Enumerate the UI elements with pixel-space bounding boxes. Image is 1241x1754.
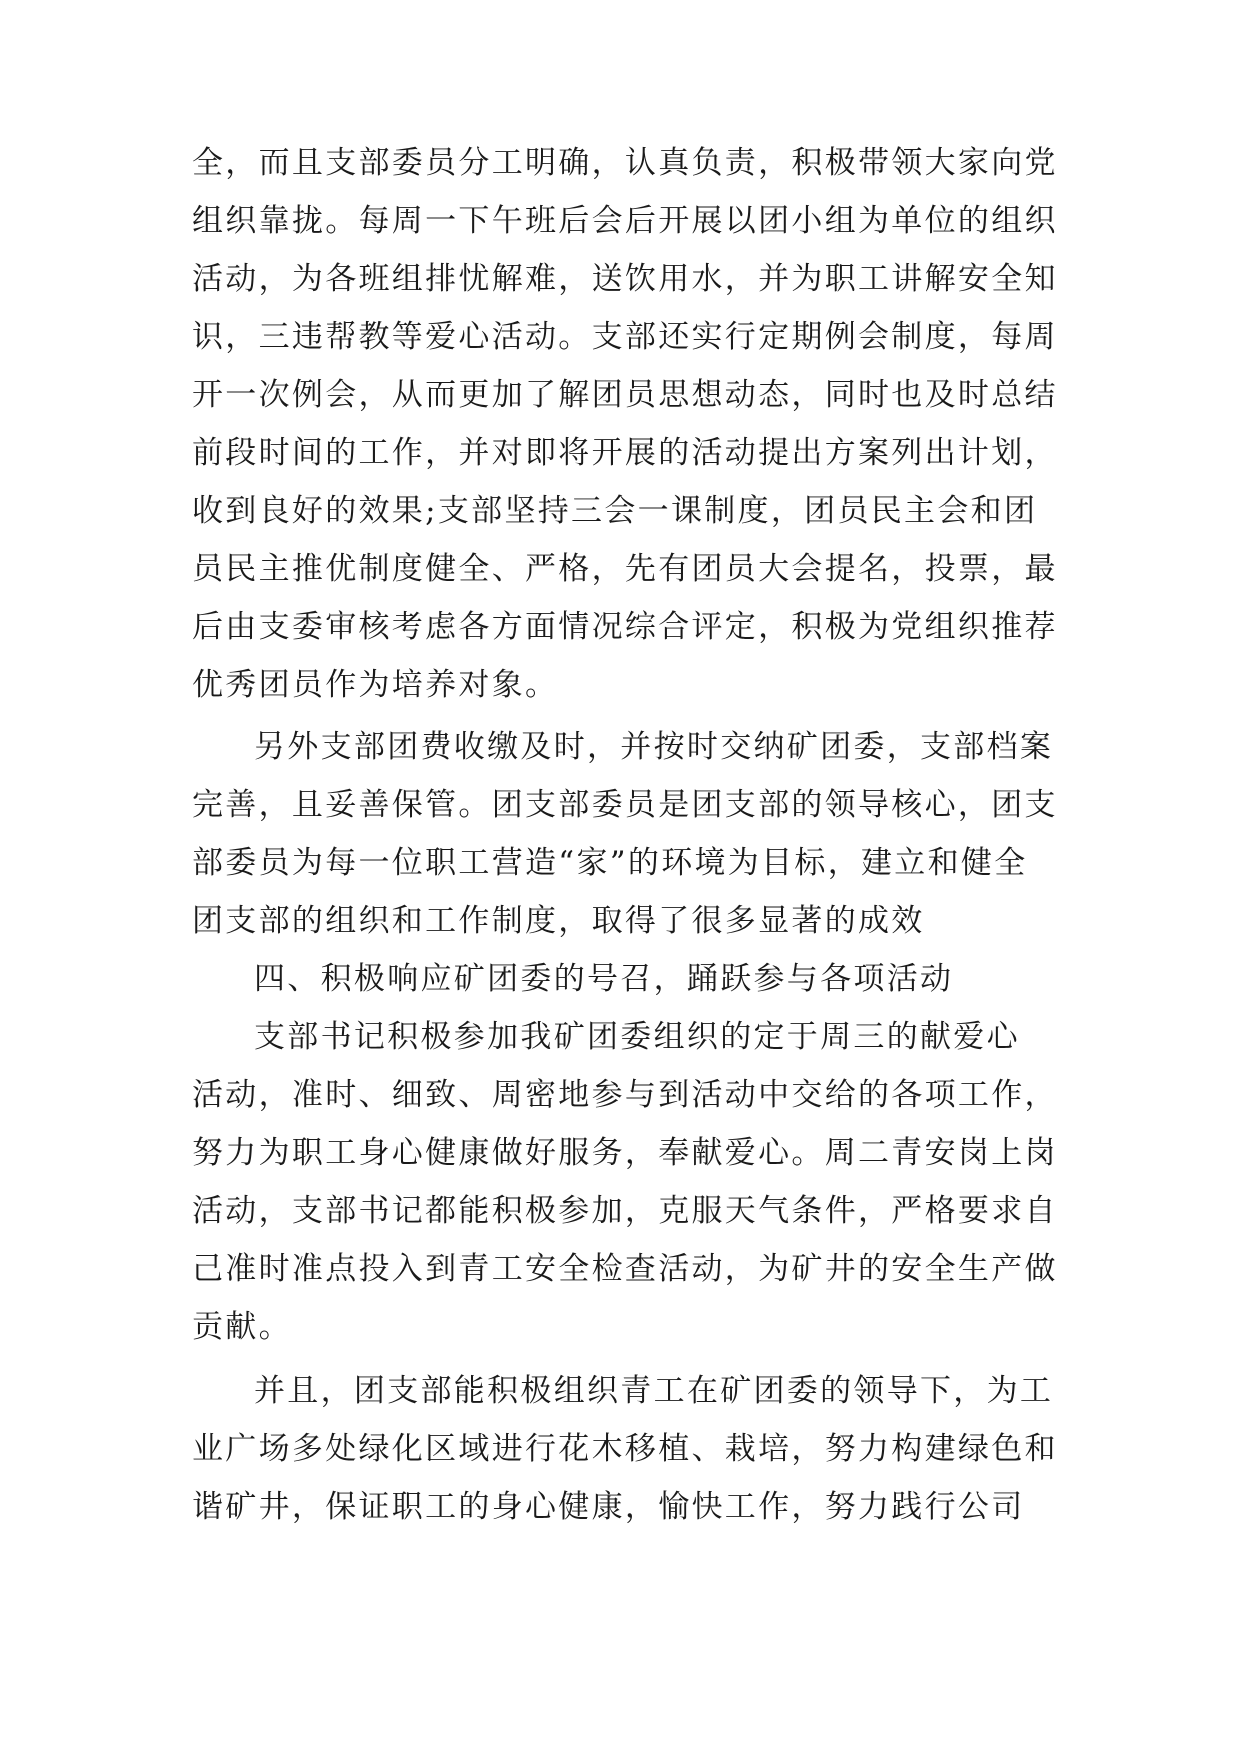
paragraph-first-line: 支部书记积极参加我矿团委组织的定于周三的献爱心 [254,1019,1020,1055]
text-line: 识，三违帮教等爱心活动。支部还实行定期例会制度，每周 [192,319,1058,355]
text-line: 团支部的组织和工作制度，取得了很多显著的成效 [192,903,925,939]
text-line: 业广场多处绿化区域进行花木移植、栽培，努力构建绿色和 [192,1431,1058,1467]
text-line: 开一次例会，从而更加了解团员思想动态，同时也及时总结 [192,377,1058,413]
text-line: 后由支委审核考虑各方面情况综合评定，积极为党组织推荐 [192,609,1058,645]
text-line: 努力为职工身心健康做好服务，奉献爱心。周二青安岗上岗 [192,1135,1058,1171]
text-line: 优秀团员作为培养对象。 [192,667,559,703]
text-line: 贡献。 [192,1309,292,1345]
text-line: 完善，且妥善保管。团支部委员是团支部的领导核心，团支 [192,787,1058,823]
text-line: 活动，支部书记都能积极参加，克服天气条件，严格要求自 [192,1193,1058,1229]
text-line: 全，而且支部委员分工明确，认真负责，积极带领大家向党 [192,145,1058,181]
text-line: 活动，准时、细致、周密地参与到活动中交给的各项工作， [192,1077,1058,1113]
text-line: 前段时间的工作，并对即将开展的活动提出方案列出计划， [192,435,1058,471]
text-line: 活动，为各班组排忧解难，送饮用水，并为职工讲解安全知 [192,261,1058,297]
text-line: 组织靠拢。每周一下午班后会后开展以团小组为单位的组织 [192,203,1058,239]
paragraph-first-line: 并且，团支部能积极组织青工在矿团委的领导下，为工 [254,1373,1054,1409]
text-line: 收到良好的效果;支部坚持三会一课制度，团员民主会和团 [192,493,1038,529]
paragraph-first-line: 另外支部团费收缴及时，并按时交纳矿团委，支部档案 [254,729,1054,765]
text-line: 部委员为每一位职工营造“家”的环境为目标，建立和健全 [192,845,1028,881]
text-line: 员民主推优制度健全、严格，先有团员大会提名，投票，最 [192,551,1058,587]
text-line: 己准时准点投入到青工安全检查活动，为矿井的安全生产做 [192,1251,1058,1287]
section-heading: 四、积极响应矿团委的号召，踊跃参与各项活动 [254,961,954,997]
text-line: 谐矿井，保证职工的身心健康，愉快工作，努力践行公司 [192,1489,1025,1525]
